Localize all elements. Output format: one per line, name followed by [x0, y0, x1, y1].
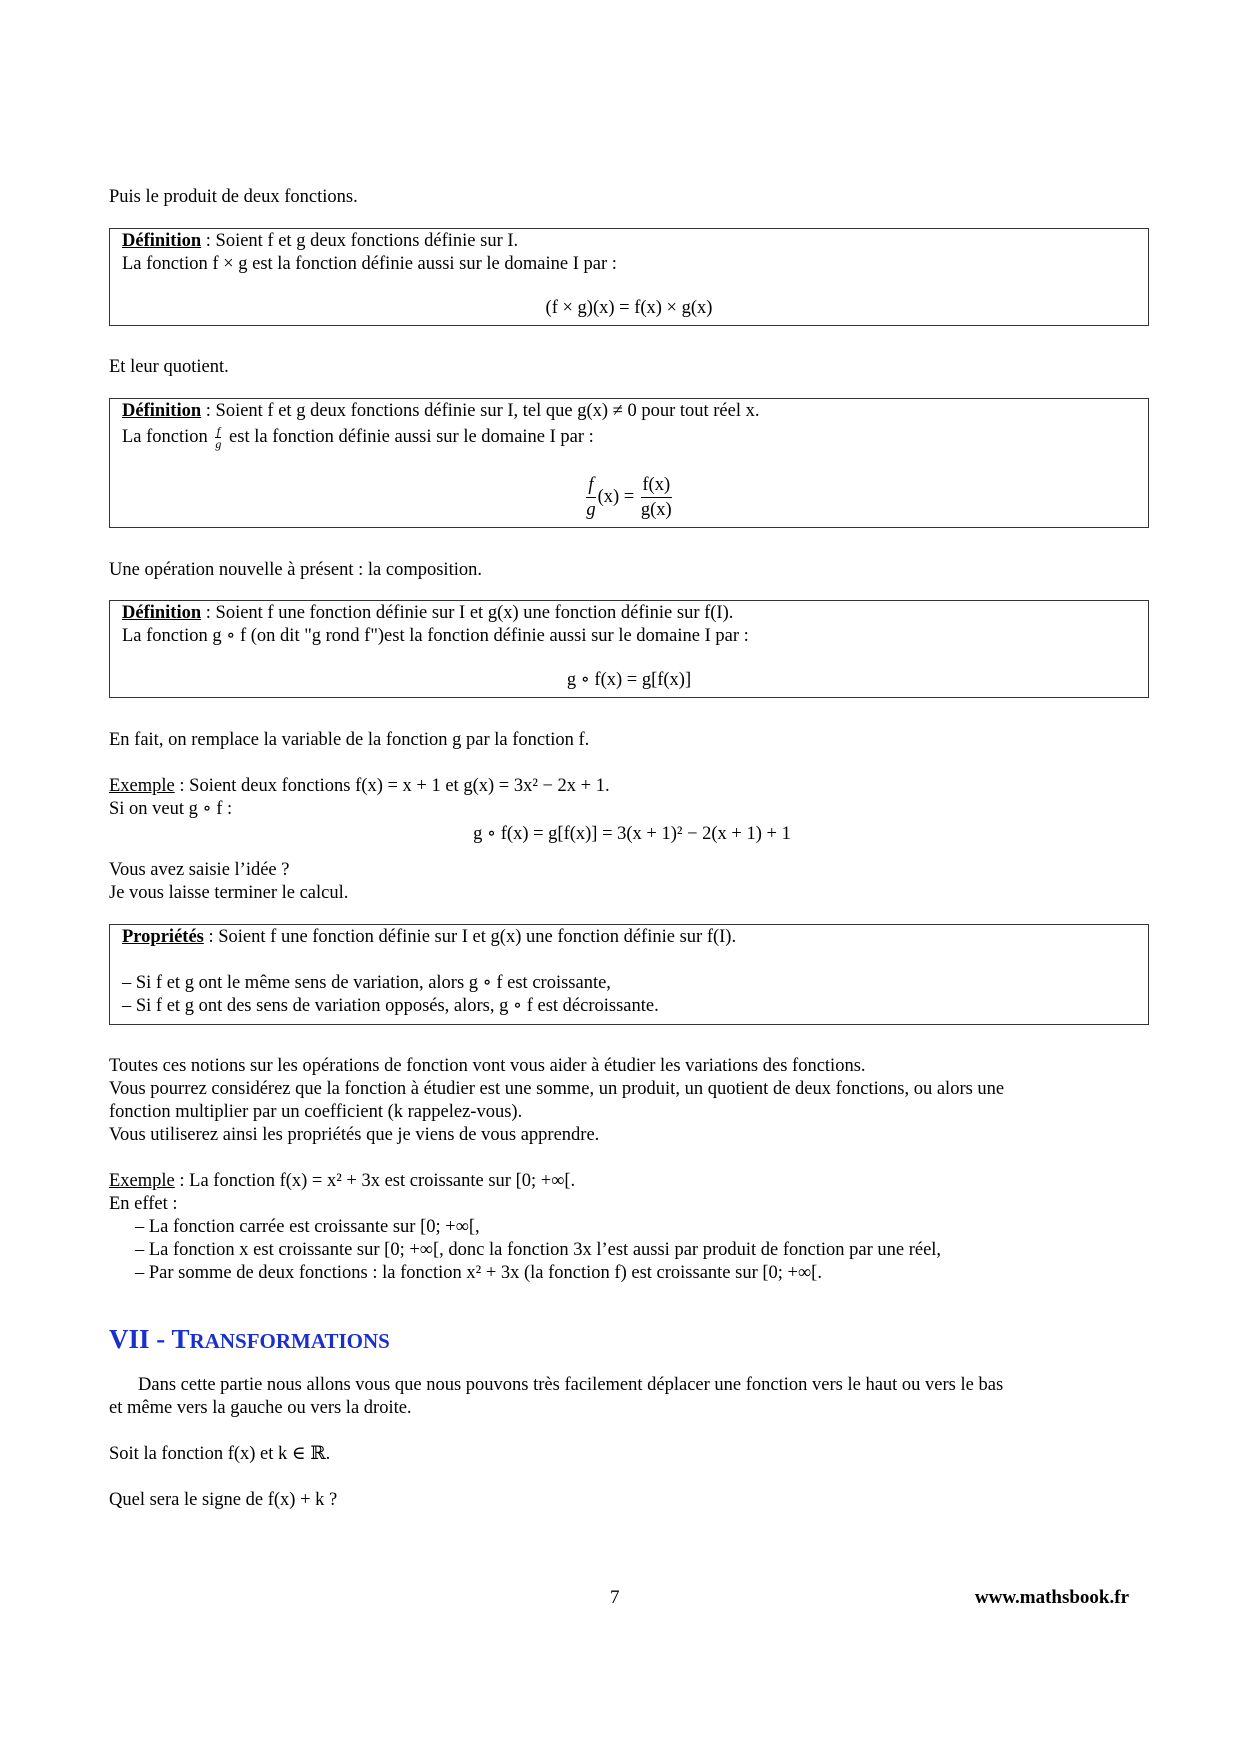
example-label: Exemple [109, 776, 175, 796]
composition-formula: g ∘ f(x) = g[f(x)] [566, 670, 692, 690]
properties-line1 [122, 926, 1136, 949]
definition-quotient-text2a: La fonction [122, 426, 213, 447]
definition-quotient-line2 [122, 425, 1136, 450]
intro-quotient: Et leur quotient. [109, 357, 229, 377]
example1-formula: g ∘ f(x) = g[f(x)] = 3(x + 1)² − 2(x + 1) + 1 [473, 824, 791, 844]
remark: En fait, on remplace la variable de la fonction g par la fonction f. [109, 730, 590, 750]
example1-text1: : Soient deux fonctions f(x) = x + 1 et g(x) = 3x² − 2x + 1. [174, 776, 610, 796]
transform-line1: Dans cette partie nous allons vous que nous pouvons très facilement déplacer une fonction vers le haut ou vers le bas [138, 1375, 1004, 1395]
quotient-formula [110, 473, 1148, 522]
definition-product-line1 [122, 230, 1136, 253]
list-item: – La fonction x est croissante sur [0; +∞[, donc la fonction 3x l’est aussi par produit de fonction par une réel, [135, 1240, 942, 1260]
example-label: Exemple [109, 1171, 175, 1191]
formula-lhs-fraction [586, 473, 595, 522]
intro-product: Puis le produit de deux fonctions. [109, 187, 358, 207]
idea-line2: Je vous laisse terminer le calcul. [109, 883, 349, 903]
paragraph-line1: Toutes ces notions sur les opérations de fonction vont vous aider à étudier les variations des fonctions. [109, 1056, 866, 1076]
example1-line2: Si on veut g ∘ f : [109, 799, 233, 819]
definition-product-box [109, 228, 1149, 326]
fraction-numerator: f(x) [641, 473, 672, 498]
properties-item2: – Si f et g ont des sens de variation opposés, alors, g ∘ f est décroissante. [122, 996, 659, 1016]
section-title [109, 1322, 390, 1358]
properties-item1: – Si f et g ont le même sens de variation, alors g ∘ f est croissante, [122, 973, 611, 993]
paragraph-line2: Vous pourrez considérez que la fonction à étudier est une somme, un produit, un quotient de deux fonctions, ou alors une [109, 1079, 1005, 1099]
definition-quotient-line1 [122, 400, 1136, 423]
transform-line2: et même vers la gauche ou vers la droite. [109, 1398, 412, 1418]
fraction-numerator: f [586, 473, 595, 498]
list-item: – Par somme de deux fonctions : la fonction x² + 3x (la fonction f) est croissante sur [0; +∞[. [135, 1263, 822, 1283]
fraction-denominator: g(x) [640, 500, 672, 520]
paragraph-line3: fonction multiplier par un coefficient (k rappelez-vous). [109, 1102, 523, 1122]
formula-rhs-fraction [641, 473, 672, 522]
definition-composition-line2: La fonction g ∘ f (on dit "g rond f")est la fonction définie aussi sur le domaine I par : [122, 626, 749, 646]
transform-block [109, 1374, 1155, 1512]
properties-text1: : Soient f une fonction définie sur I et g(x) une fonction définie sur f(I). [203, 927, 737, 947]
example2 [109, 1170, 1155, 1285]
formula-middle: (x) = [597, 486, 635, 507]
product-formula: (f × g)(x) = f(x) × g(x) [545, 298, 713, 318]
small-fraction [215, 425, 221, 450]
example2-text1: : La fonction f(x) = x² + 3x est croissante sur [0; +∞[. [174, 1171, 576, 1191]
section-title-initial: T [171, 1324, 190, 1354]
definition-label: Définition [122, 231, 202, 251]
transform-line3: Soit la fonction f(x) et k ∈ ℝ. [109, 1444, 331, 1464]
example2-line2: En effet : [109, 1194, 178, 1214]
paragraph [109, 1055, 1155, 1147]
example1-line1 [109, 775, 1155, 798]
definition-product-text1: : Soient f et g deux fonctions définie sur I. [201, 231, 519, 251]
example2-list [109, 1216, 1155, 1285]
fraction-denominator: g [215, 437, 222, 451]
page-number: 7 [610, 1587, 620, 1608]
properties-label: Propriétés [122, 927, 204, 947]
idea-block [109, 859, 1155, 905]
definition-label: Définition [122, 401, 202, 421]
definition-quotient-text1: : Soient f et g deux fonctions définie sur I, tel que g(x) ≠ 0 pour tout réel x. [201, 401, 760, 421]
section-number: VII - [109, 1324, 172, 1354]
footer-website: www.mathsbook.fr [974, 1587, 1129, 1608]
transform-line4: Quel sera le signe de f(x) + k ? [109, 1490, 338, 1510]
fraction-numerator: f [216, 424, 221, 438]
idea-line1: Vous avez saisie l’idée ? [109, 860, 290, 880]
definition-composition-line1 [122, 602, 1136, 625]
definition-label: Définition [122, 603, 202, 623]
example1 [109, 775, 1155, 846]
list-item: – La fonction carrée est croissante sur [0; +∞[, [135, 1217, 480, 1237]
properties-box [109, 924, 1149, 1025]
definition-composition-text1: : Soient f une fonction définie sur I et g(x) une fonction définie sur f(I). [201, 603, 734, 623]
section-title-rest: RANSFORMATIONS [189, 1329, 390, 1353]
example2-line1 [109, 1170, 1155, 1193]
definition-quotient-text2b: est la fonction définie aussi sur le domaine I par : [224, 426, 594, 447]
definition-composition-box [109, 600, 1149, 698]
definition-product-line2: La fonction f × g est la fonction définie aussi sur le domaine I par : [122, 254, 617, 274]
definition-quotient-box [109, 398, 1149, 528]
intro-composition: Une opération nouvelle à présent : la composition. [109, 560, 482, 580]
fraction-denominator: g [586, 500, 596, 520]
paragraph-line4: Vous utiliserez ainsi les propriétés que je viens de vous apprendre. [109, 1125, 600, 1145]
